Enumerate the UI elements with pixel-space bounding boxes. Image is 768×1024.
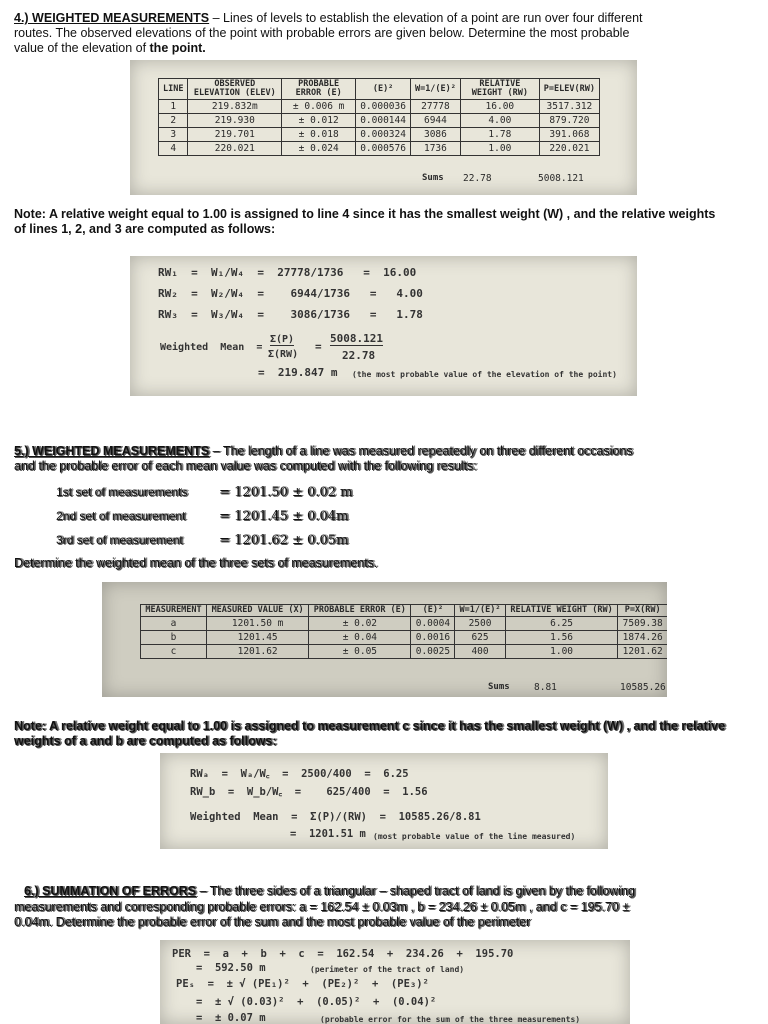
problem-6-calc-scan	[160, 940, 630, 1024]
problem-4-calc-scan: RW₁ = W₁/W₄ = 27778/1736 = 16.00 RW₂ = W₂/W₄ = 6944/1736 = 4.00 RW₃ = W₃/W₄ = 3086/1736 = 1.78 Weighted Mean = Σ(P) Σ(RW) = 5008.121 22.78 = 219.847 m (the most probable value of the elevation of the point)	[130, 256, 637, 396]
problem-4-intro-line-1: – Lines of levels to establish the elevation of a point are run over four different	[209, 11, 643, 25]
set-2-value: = 1201.45 ± 0.04m	[219, 509, 349, 524]
weighted-mean-numerator-value: 5008.121	[330, 332, 383, 345]
probable-error-equation: PEₛ = ± √ (PE₁)² + (PE₂)² + (PE₃)²	[176, 978, 429, 990]
set-3-value: = 1201.62 ± 0.05m	[219, 533, 349, 548]
problem-4-intro	[14, 11, 754, 56]
problem-4-intro-bold: the point.	[149, 41, 206, 55]
table-header: PROBABLE ERROR (E)	[282, 79, 356, 100]
table-cell: 6.25	[505, 617, 618, 631]
table-cell: 219.930	[188, 114, 282, 128]
problem-5-intro	[14, 444, 754, 474]
measurement-set-2	[56, 509, 348, 524]
table-cell: 0.0004	[411, 617, 455, 631]
table-cell: 219.701	[188, 128, 282, 142]
weighted-mean-result: = 1201.51 m	[290, 828, 366, 840]
table-row	[159, 114, 600, 128]
table-cell: 0.0016	[411, 631, 455, 645]
problem-6-heading: 6.) SUMMATION OF ERRORS	[24, 884, 196, 898]
table-cell: 220.021	[188, 142, 282, 156]
table-header: P=ELEV(RW)	[539, 79, 599, 100]
table-cell: 1.78	[460, 128, 539, 142]
table-cell: 0.000144	[356, 114, 411, 128]
table-cell: a	[141, 617, 207, 631]
sums-label: Sums	[422, 173, 444, 183]
table-header: W=1/(E)²	[455, 605, 506, 617]
table-cell: 400	[455, 645, 506, 659]
table-row	[159, 128, 600, 142]
sums-label: Sums	[488, 682, 510, 692]
problem-5-intro-line-1: – The length of a line was measured repeatedly on three different occasions	[209, 444, 633, 458]
table-cell: 1.00	[505, 645, 618, 659]
set-1-label: 1st set of measurements	[56, 485, 188, 499]
table-cell: 0.0025	[411, 645, 455, 659]
table-cell: 1.00	[460, 142, 539, 156]
table-cell: 0.000036	[356, 100, 411, 114]
weighted-mean-note: (most probable value of the line measured)	[373, 832, 576, 841]
table-header: MEASUREMENT	[141, 605, 207, 617]
set-2-label: 2nd set of measurement	[56, 509, 186, 523]
table-row	[141, 645, 668, 659]
table-cell: 1	[159, 100, 188, 114]
table-cell: ± 0.018	[282, 128, 356, 142]
table-cell: ± 0.012	[282, 114, 356, 128]
table-cell: ± 0.006 m	[282, 100, 356, 114]
probable-error-result: = ± 0.07 m	[196, 1012, 266, 1024]
probable-error-substitution: = ± √ (0.03)² + (0.05)² + (0.04)²	[196, 996, 437, 1008]
table-cell: 1201.45	[207, 631, 309, 645]
table-header: LINE	[159, 79, 188, 100]
table-cell: 219.832m	[188, 100, 282, 114]
table-header: RELATIVE WEIGHT (RW)	[460, 79, 539, 100]
table-cell: 2500	[455, 617, 506, 631]
table-header-row	[159, 79, 600, 100]
perimeter-result: = 592.50 m	[196, 962, 266, 974]
sum-p: 5008.121	[538, 173, 584, 184]
problem-5-heading: 5.) WEIGHTED MEASUREMENTS	[14, 444, 210, 458]
table-cell: ± 0.024	[282, 142, 356, 156]
problem-4-heading: 4.) WEIGHTED MEASUREMENTS	[14, 11, 210, 25]
table-cell: ± 0.05	[309, 645, 411, 659]
measurement-set-3	[56, 533, 348, 548]
table-cell: 3086	[410, 128, 460, 142]
problem-4-table-scan	[130, 60, 637, 195]
table-header: RELATIVE WEIGHT (RW)	[505, 605, 618, 617]
sum-relative-weight: 8.81	[534, 682, 557, 693]
table-cell: 879.720	[539, 114, 599, 128]
problem-4-table	[158, 78, 600, 156]
problem-4-note: Note: A relative weight equal to 1.00 is assigned to line 4 since it has the smallest weight (W) , and the relative weights of lines 1, 2, and 3 are computed as follows:	[14, 207, 716, 236]
table-row	[141, 617, 668, 631]
problem-6-intro-line-2: measurements and corresponding probable errors: a = 162.54 ± 0.03m , b = 234.26 ± 0.05m , and c = 195.70 ±	[14, 900, 630, 914]
table-header: OBSERVED ELEVATION (ELEV)	[188, 79, 282, 100]
table-header: (E)²	[356, 79, 411, 100]
table-cell: 3	[159, 128, 188, 142]
table-header: (E)²	[411, 605, 455, 617]
table-cell: 391.068	[539, 128, 599, 142]
table-header: PROBABLE ERROR (E)	[309, 605, 411, 617]
table-cell: 0.000324	[356, 128, 411, 142]
sum-p: 10585.26	[620, 682, 666, 693]
table-cell: 625	[455, 631, 506, 645]
table-cell: 6944	[410, 114, 460, 128]
problem-5-question: Determine the weighted mean of the three sets of measurements.	[14, 556, 378, 570]
table-cell: 4	[159, 142, 188, 156]
table-cell: 1874.26	[618, 631, 667, 645]
table-cell: 1201.62	[207, 645, 309, 659]
table-cell: b	[141, 631, 207, 645]
table-cell: 16.00	[460, 100, 539, 114]
problem-6-intro	[24, 884, 746, 899]
perimeter-note: (perimeter of the tract of land)	[310, 965, 465, 974]
table-row	[159, 142, 600, 156]
measurement-set-1	[56, 485, 352, 500]
problem-6-intro-line-3: 0.04m. Determine the probable error of the sum and the most probable value of the perimeter	[14, 915, 531, 929]
problem-5-calc-scan	[160, 753, 608, 849]
problem-6-intro-cont	[14, 900, 754, 930]
table-cell: 27778	[410, 100, 460, 114]
weighted-mean-denominator-value: 22.78	[342, 349, 376, 362]
table-cell: 2	[159, 114, 188, 128]
problem-6-intro-line-1: – The three sides of a triangular – shaped tract of land is given by the following	[196, 884, 635, 898]
table-header: MEASURED VALUE (X)	[207, 605, 309, 617]
table-header-row	[141, 605, 668, 617]
weighted-mean-equation: Weighted Mean = Σ(P)/(RW) = 10585.26/8.81	[190, 811, 481, 823]
table-cell: ± 0.04	[309, 631, 411, 645]
table-cell: 3517.312	[539, 100, 599, 114]
weighted-mean-note: (the most probable value of the elevation of the point)	[352, 370, 617, 379]
table-cell: 220.021	[539, 142, 599, 156]
problem-5-table-scan	[102, 582, 667, 697]
table-cell: c	[141, 645, 207, 659]
weighted-mean-label: Weighted Mean =	[160, 342, 263, 353]
rw1-equation: RW₁ = W₁/W₄ = 27778/1736 = 16.00	[158, 266, 417, 279]
table-cell: 4.00	[460, 114, 539, 128]
perimeter-equation: PER = a + b + c = 162.54 + 234.26 + 195.70	[172, 948, 514, 960]
table-row	[159, 100, 600, 114]
rw3-equation: RW₃ = W₃/W₄ = 3086/1736 = 1.78	[158, 308, 423, 321]
set-1-value: = 1201.50 ± 0.02 m	[219, 485, 353, 500]
table-cell: 1736	[410, 142, 460, 156]
problem-5-table	[140, 604, 667, 659]
rwb-equation: RW_b = W_b/W꜀ = 625/400 = 1.56	[190, 786, 428, 798]
weighted-mean-result: = 219.847 m	[258, 366, 338, 379]
table-cell: 1201.50 m	[207, 617, 309, 631]
table-cell: 1.56	[505, 631, 618, 645]
problem-5-intro-line-2: and the probable error of each mean value was computed with the following results:	[14, 459, 477, 473]
rwa-equation: RWₐ = Wₐ/W꜀ = 2500/400 = 6.25	[190, 768, 409, 780]
table-header: W=1/(E)²	[410, 79, 460, 100]
problem-5-note: Note: A relative weight equal to 1.00 is assigned to measurement c since it has the smallest weight (W) , and the relative weights of a and b are computed as follows:	[14, 719, 726, 748]
problem-4-intro-line-2: routes. The observed elevations of the point with probable errors are given below. Determine the most probable	[14, 26, 630, 40]
table-cell: ± 0.02	[309, 617, 411, 631]
weighted-mean-numerator: Σ(P)	[270, 334, 295, 345]
table-cell: 7509.38	[618, 617, 667, 631]
probable-error-note: (probable error for the sum of the three measurements)	[320, 1015, 581, 1024]
table-row	[141, 631, 668, 645]
table-header: P=X(RW)	[618, 605, 667, 617]
set-3-label: 3rd set of measurement	[56, 533, 183, 547]
problem-4-intro-line-3: value of the elevation of	[14, 41, 150, 55]
table-cell: 0.000576	[356, 142, 411, 156]
sum-relative-weight: 22.78	[463, 173, 492, 184]
rw2-equation: RW₂ = W₂/W₄ = 6944/1736 = 4.00	[158, 287, 423, 300]
table-cell: 1201.62	[618, 645, 667, 659]
weighted-mean-denominator: Σ(RW)	[268, 349, 299, 360]
